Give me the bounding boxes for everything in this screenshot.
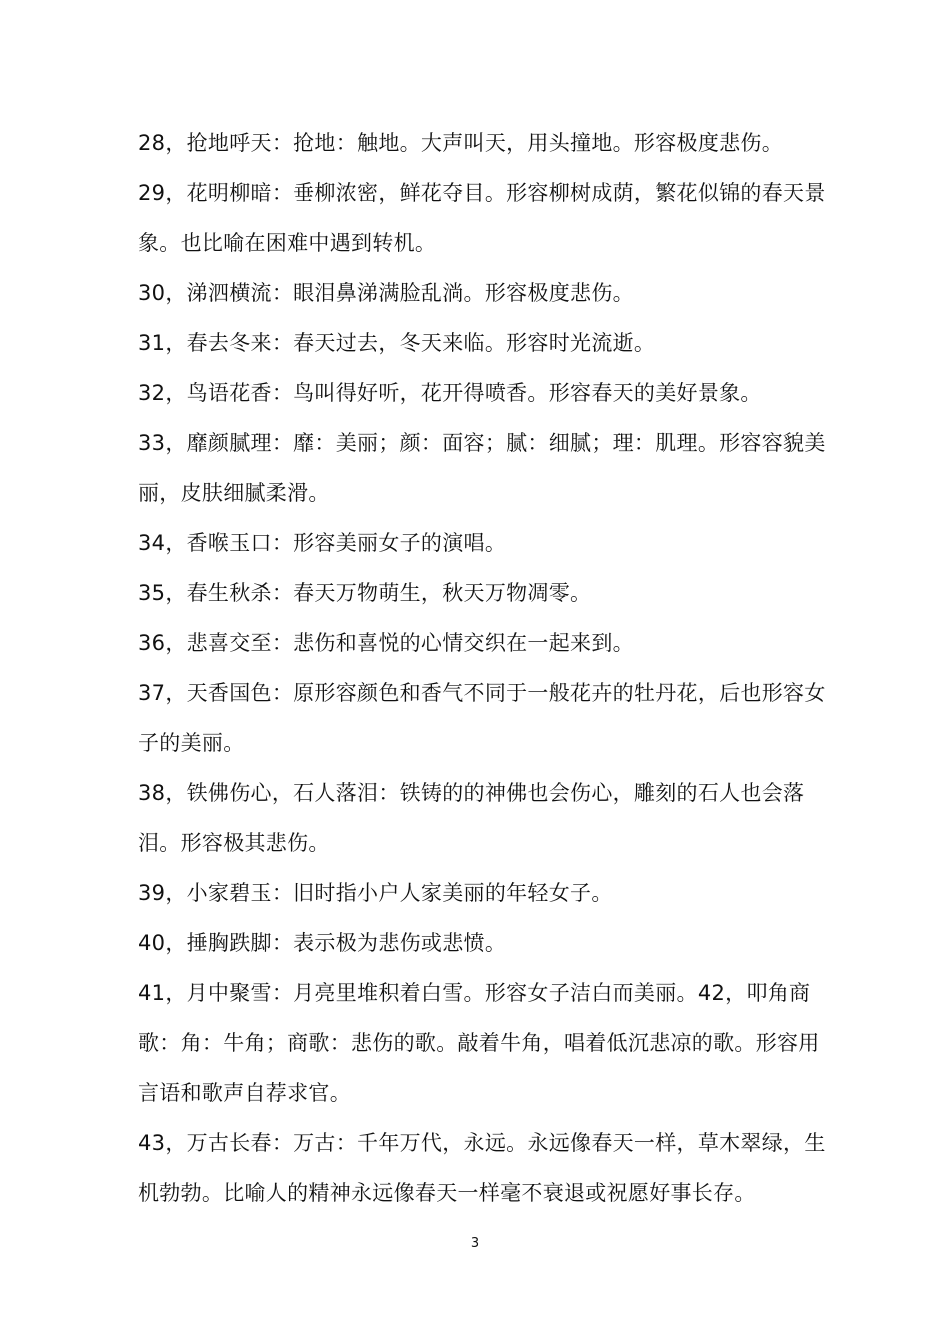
idiom-entry: 35，春生秋杀：春天万物萌生，秋天万物凋零。 (138, 581, 592, 605)
idiom-entry: 32，鸟语花香：鸟叫得好听，花开得喷香。形容春天的美好景象。 (138, 381, 762, 405)
idiom-entry: 34，香喉玉口：形容美丽女子的演唱。 (138, 531, 507, 555)
idiom-entry: 41，月中聚雪：月亮里堆积着白雪。形容女子洁白而美丽。42，叩角商歌：角：牛角；商歌：悲伤的歌。敲着牛角，唱着低沉悲凉的歌。形容用言语和歌声自荐求官。 (138, 981, 820, 1105)
idiom-entry: 30，涕泗横流：眼泪鼻涕满脸乱淌。形容极度悲伤。 (138, 281, 634, 305)
idiom-entry: 33，靡颜腻理：靡：美丽；颜：面容；腻：细腻；理：肌理。形容容貌美丽，皮肤细腻柔滑。 (138, 431, 826, 505)
idiom-entry: 43，万古长春：万古：千年万代，永远。永远像春天一样，草木翠绿，生机勃勃。比喻人的精神永远像春天一样毫不衰退或祝愿好事长存。 (138, 1131, 826, 1205)
page-number: 3 (470, 1236, 480, 1251)
idiom-entry: 28，抢地呼天：抢地：触地。大声叫天，用头撞地。形容极度悲伤。 (138, 131, 784, 155)
idiom-entry: 36，悲喜交至：悲伤和喜悦的心情交织在一起来到。 (138, 631, 634, 655)
idiom-list (138, 118, 830, 1218)
idiom-entry: 40，捶胸跌脚：表示极为悲伤或悲愤。 (138, 931, 507, 955)
idiom-entry: 29，花明柳暗：垂柳浓密，鲜花夺目。形容柳树成荫，繁花似锦的春天景象。也比喻在困难中遇到转机。 (138, 181, 826, 255)
idiom-entry: 39，小家碧玉：旧时指小户人家美丽的年轻女子。 (138, 881, 613, 905)
idiom-entry: 37，天香国色：原形容颜色和香气不同于一般花卉的牡丹花，后也形容女子的美丽。 (138, 681, 826, 755)
idiom-entry: 31，春去冬来：春天过去，冬天来临。形容时光流逝。 (138, 331, 656, 355)
idiom-entry: 38，铁佛伤心，石人落泪：铁铸的的神佛也会伤心，雕刻的石人也会落泪。形容极其悲伤。 (138, 781, 805, 855)
